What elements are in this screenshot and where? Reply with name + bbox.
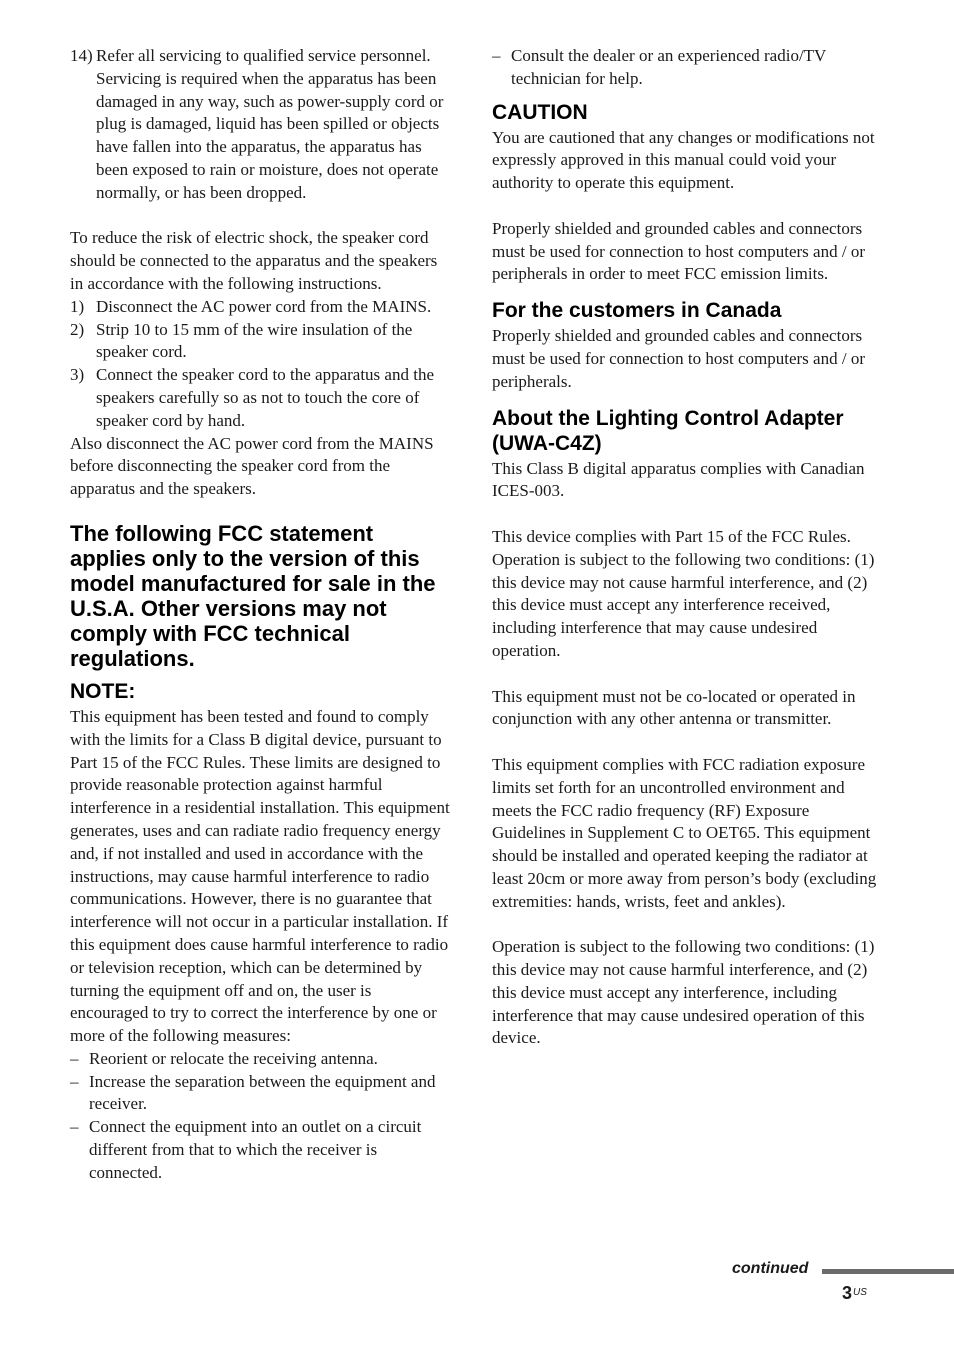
list-text: Refer all servicing to qualified service personnel. Servicing is required when the apparatus has been damaged in any way, such as power-supply cord or plug is damaged, liquid has been spilled or objects have fallen into the apparatus, the apparatus has been exposed to rain or moisture, does not operate normally, or has been dropped. (96, 46, 444, 202)
adapter-paragraph: This Class B digital apparatus complies with Canadian ICES-003. (492, 458, 865, 501)
shock-intro-paragraph: To reduce the risk of electric shock, the speaker cord should be connected to the apparatus and the speakers in accordance with the following instructions. (70, 228, 438, 293)
page-number-value: 3 (842, 1283, 853, 1303)
fcc-statement-heading: The following FCC statement applies only to the version of this model manufactured for sale in the U.S.A. Other versions may not comply with FCC technical regulations. (70, 520, 436, 671)
step-item (70, 319, 450, 365)
page-number (842, 1283, 867, 1303)
measure-item (492, 45, 878, 91)
caution-heading: CAUTION (492, 100, 588, 124)
dash-marker: – (70, 1048, 79, 1068)
list-item-14 (70, 45, 450, 205)
step-text: Connect the speaker cord to the apparatus and the speakers carefully so as not to touch the core of speaker cord by hand. (96, 365, 434, 430)
dash-marker: – (70, 1117, 79, 1137)
measure-text: Consult the dealer or an experienced radio/TV technician for help. (511, 46, 827, 88)
left-column (70, 45, 450, 1185)
list-number: 14) (70, 46, 93, 65)
step-text: Strip 10 to 15 mm of the wire insulation of the speaker cord. (96, 319, 413, 362)
continued-bar (822, 1269, 954, 1274)
measure-text: Reorient or relocate the receiving antenna. (89, 1048, 378, 1068)
step-item (70, 364, 450, 432)
step-text: Disconnect the AC power cord from the MAINS. (96, 296, 432, 316)
step-item (70, 296, 450, 319)
step-number: 2) (70, 319, 85, 339)
step-number: 1) (70, 296, 85, 316)
caution-body-paragraph: You are cautioned that any changes or modifications not expressly approved in this manual could void your authority to operate this equipment. (492, 127, 875, 193)
dash-marker: – (70, 1071, 79, 1091)
adapter-paragraph: Operation is subject to the following two conditions: (1) this device may not cause harmful interference, and (2) this device must accept any interference, including interference that may cause undesired operation of this device. (492, 937, 875, 1048)
note-heading: NOTE: (70, 679, 136, 703)
right-column (492, 45, 878, 1050)
page-number-suffix: US (853, 1287, 867, 1298)
adapter-paragraph: This equipment complies with FCC radiation exposure limits set forth for an uncontrolled environment and meets the FCC radio frequency (RF) Exposure Guidelines in Supplement C to OET65. This equipment should be installed and operated keeping the radiator at least 20cm or more away from person’s body (excluding extremities: hands, wrists, feet and ankles). (492, 754, 877, 911)
note-body-paragraph: This equipment has been tested and found to comply with the limits for a Class B digital device, pursuant to Part 15 of the FCC Rules. These limits are designed to provide reasonable protection against harmful interference in a residential installation. This equipment generates, uses and can radiate radio frequency energy and, if not installed and used in accordance with the instructions, may cause harmful interference to radio communications. However, there is no guarantee that interference will not occur in a particular installation. If this equipment does cause harmful interference to radio or television reception, which can be determined by turning the equipment off and on, the user is encouraged to try to correct the interference by one or more of the following measures: (70, 706, 450, 1046)
canada-heading: For the customers in Canada (492, 299, 782, 323)
adapter-heading: About the Lighting Control Adapter (UWA-C4Z) (492, 406, 844, 455)
measure-item (70, 1048, 450, 1071)
shielded-cables-paragraph: Properly shielded and grounded cables and connectors must be used for connection to host computers and / or peripherals in order to meet FCC emission limits. (492, 218, 865, 284)
canada-body-paragraph: Properly shielded and grounded cables and connectors must be used for connection to host computers and / or peripherals. (492, 326, 865, 391)
adapter-paragraph: This equipment must not be co-located or operated in conjunction with any other antenna or transmitter. (492, 686, 856, 729)
measure-item (70, 1116, 450, 1184)
measure-text: Connect the equipment into an outlet on a circuit different from that to which the receiver is connected. (89, 1117, 422, 1182)
continued-label: continued (732, 1260, 809, 1277)
measure-item (70, 1071, 450, 1117)
dash-marker: – (492, 46, 501, 65)
measure-text: Increase the separation between the equipment and receiver. (89, 1071, 436, 1114)
adapter-paragraph: This device complies with Part 15 of the FCC Rules. Operation is subject to the following two conditions: (1) this device may not cause harmful interference, and (2) this device must accept any interference received, including interference that may cause undesired operation. (492, 526, 875, 660)
step-number: 3) (70, 365, 85, 385)
also-disconnect-paragraph: Also disconnect the AC power cord from the MAINS before disconnecting the speaker cord from the apparatus and the speakers. (70, 433, 434, 499)
